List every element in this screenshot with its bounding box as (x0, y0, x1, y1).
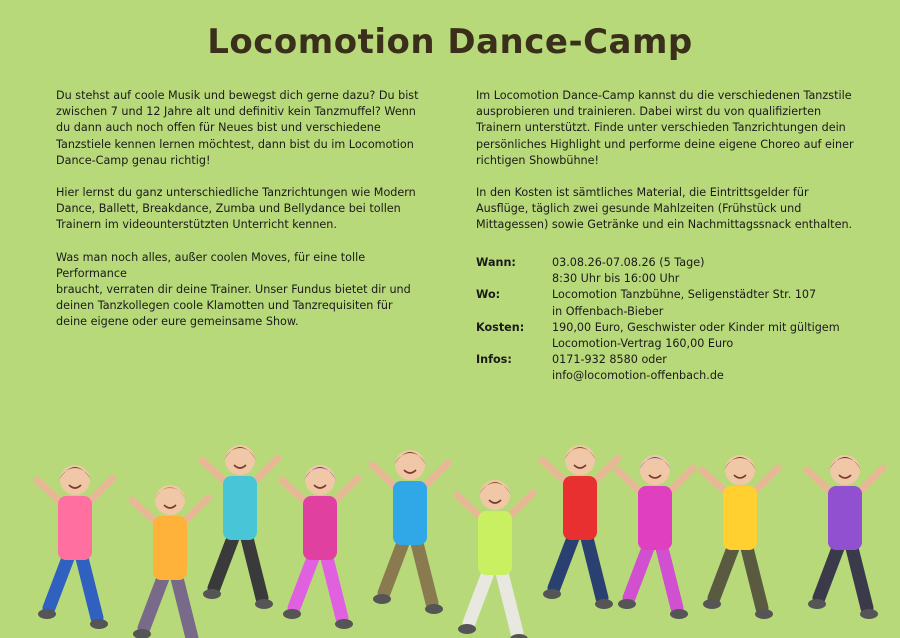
info-value: 0171-932 8580 oder info@locomotion-offenbach.de (552, 353, 724, 383)
dancer-figure (457, 480, 533, 638)
info-label: Wo: (476, 288, 501, 302)
styles-paragraph: Hier lernst du ganz unterschiedliche Tanzrichtungen wie Modern Dance, Ballett, Breakdance, Zumba und Bellydance bei tollen Trainern im videounterstützten Unterricht kennen. (56, 186, 416, 232)
page-title: Locomotion Dance-Camp (207, 22, 693, 62)
dancer-figure (282, 465, 358, 629)
dancer-figure (37, 465, 113, 629)
dancer-figure (132, 485, 208, 638)
dancing-kids-photo (0, 418, 900, 638)
dancer-figure (542, 445, 618, 609)
intro-column (56, 88, 426, 347)
info-label: Infos: (476, 353, 512, 367)
training-paragraph: Im Locomotion Dance-Camp kannst du die verschiedenen Tanzstile ausprobieren und trainieren. Dabei wirst du von qualifizierten Trainern unterstützt. Finde unter verschieden Tanzrichtungen dein persönliches Highlight und performe deine eigene Choreo auf einer richtigen Showbühne! (476, 89, 854, 167)
costs-paragraph: In den Kosten ist sämtliches Material, die Eintrittsgelder für Ausflüge, täglich zwei gesunde Mahlzeiten (Frühstück und Mittagessen) sowie Getränke und ein Nachmittagssnack enthalten. (476, 186, 853, 232)
info-value: Locomotion Tanzbühne, Seligenstädter Str. 107 in Offenbach-Bieber (552, 288, 817, 318)
dancer-figure (202, 445, 278, 609)
info-row-infos (476, 352, 872, 384)
intro-paragraph: Du stehst auf coole Musik und bewegst dich gerne dazu? Du bist zwischen 7 und 12 Jahre alt und definitiv kein Tanzmuffel? Wenn du dann auch noch offen für Neues bist und verschiedene Tanzstiele kennen lernen möchtest, dann bist du im Locomotion Dance-Camp genau richtig! (56, 89, 419, 167)
info-table (476, 255, 872, 385)
performance-paragraph: Was man noch alles, außer coolen Moves, für eine tolle Performance braucht, verraten dir deine Trainer. Unser Fundus bietet dir und deinen Tanzkollegen coole Klamotten und Tanzrequisiten für deine eigene oder eure gemeinsame Show. (56, 250, 411, 329)
info-row-wo (476, 287, 872, 319)
info-label: Wann: (476, 256, 516, 269)
info-value: 03.08.26-07.08.26 (5 Tage) 8:30 Uhr bis 16:00 Uhr (552, 256, 705, 286)
info-row-kosten (476, 320, 872, 352)
info-value: 190,00 Euro, Geschwister oder Kinder mit gültigem Locomotion-Vertrag 160,00 Euro (552, 320, 840, 351)
dancer-figure (617, 455, 693, 619)
dancer-figure (807, 455, 883, 619)
details-column (476, 88, 856, 250)
info-row-wann (476, 255, 872, 287)
info-label: Kosten: (476, 320, 525, 334)
dancer-figure (372, 450, 448, 614)
dancer-figure (702, 455, 778, 619)
